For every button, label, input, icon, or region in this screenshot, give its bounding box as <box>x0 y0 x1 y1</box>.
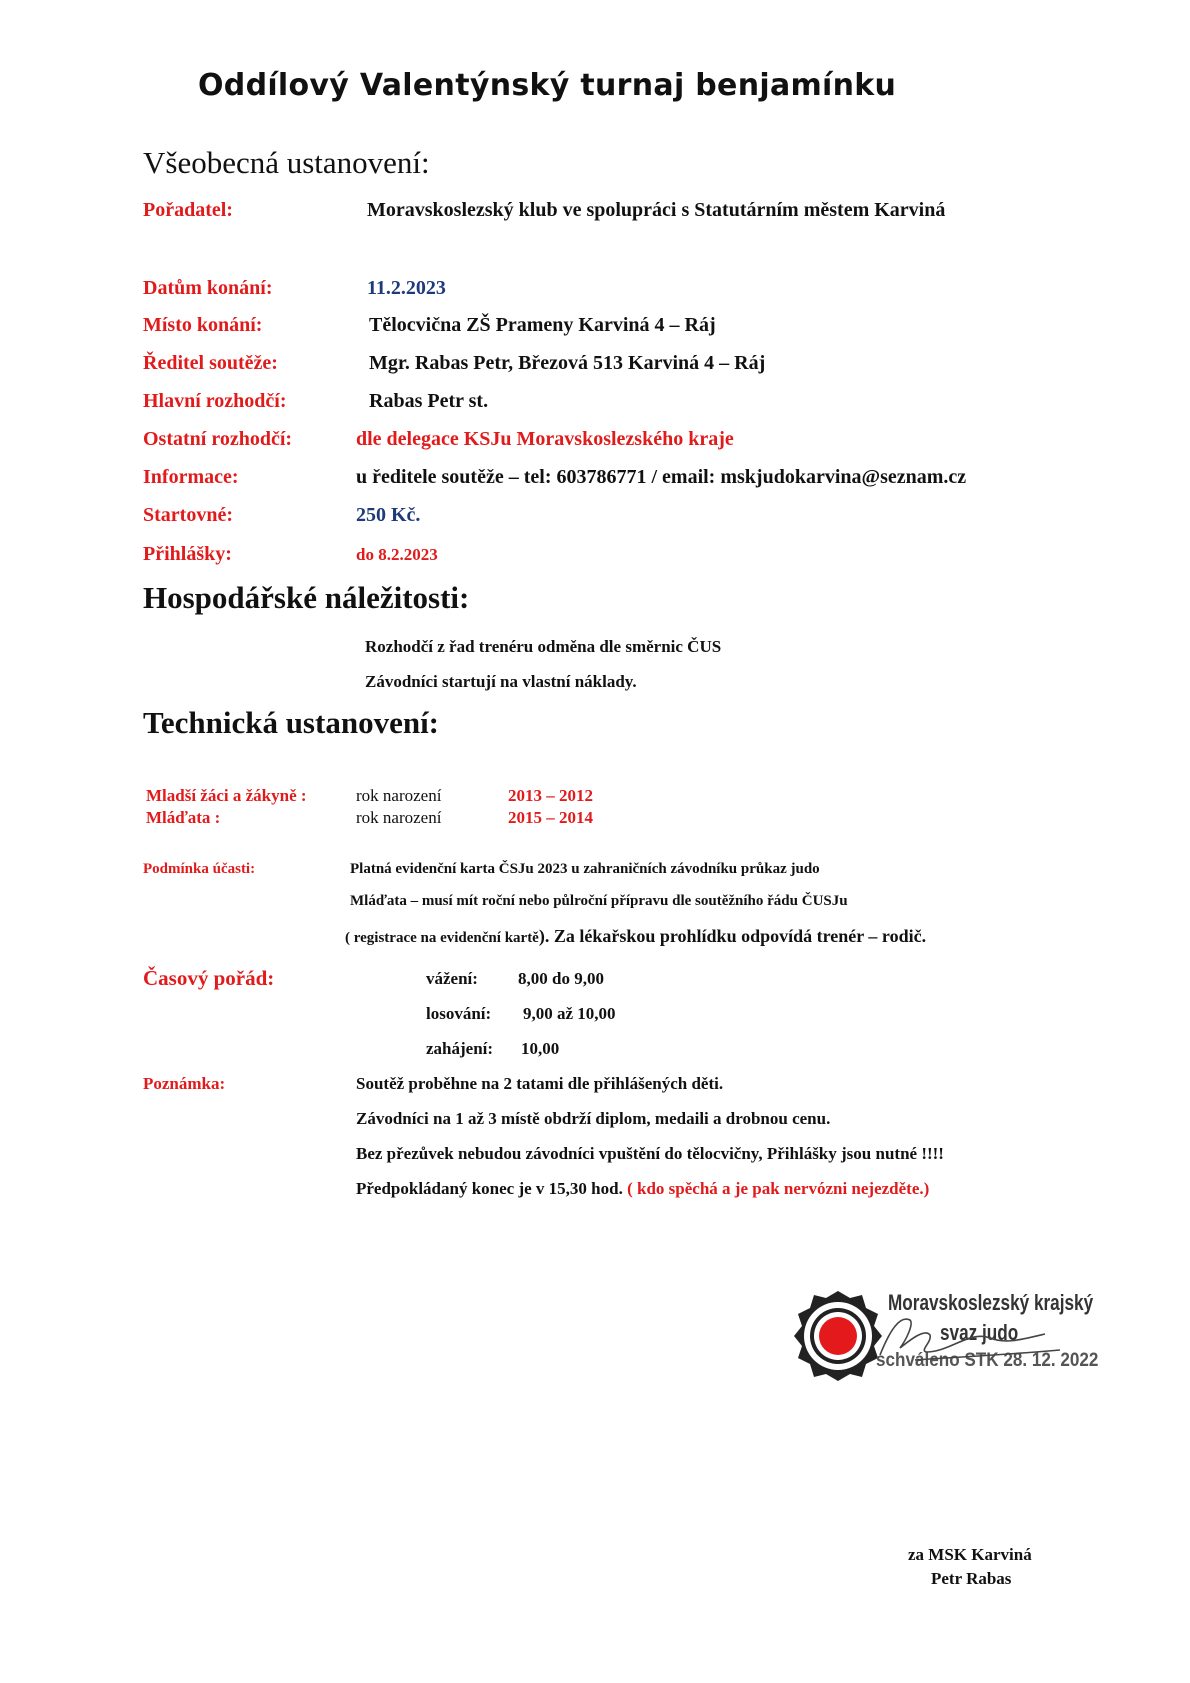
note-line-4b: ( kdo spěchá a je pak nervózni nejezděte.) <box>622 1179 930 1198</box>
info-value: u ředitele soutěže – tel: 603786771 / email: mskjudokarvina@seznam.cz <box>356 466 967 488</box>
category-older-years: 2013 – 2012 <box>508 786 593 805</box>
schedule-draw-value: 9,00 až 10,00 <box>523 1004 616 1023</box>
stamp-line-1: Moravskoslezský krajský <box>888 1290 1094 1315</box>
director-value: Mgr. Rabas Petr, Březová 513 Karviná 4 – Ráj <box>369 352 766 374</box>
place-value: Tělocvična ZŠ Prameny Karviná 4 – Ráj <box>369 314 716 336</box>
note-line-1: Soutěž proběhne na 2 tatami dle přihlášených děti. <box>356 1074 724 1093</box>
chief-referee-label: Hlavní rozhodčí: <box>143 390 287 412</box>
document-title: Oddílový Valentýnský turnaj benjamínku <box>198 68 897 103</box>
association-stamp <box>790 1286 1099 1386</box>
organizer-value: Moravskoslezský klub ve spolupráci s Statutárním městem Karviná <box>367 199 946 221</box>
schedule-weighing-label: vážení: <box>426 969 478 988</box>
note-label: Poznámka: <box>143 1074 226 1093</box>
condition-label: Podmínka účasti: <box>143 861 256 877</box>
applications-value: do 8.2.2023 <box>356 545 438 564</box>
info-label: Informace: <box>143 466 239 488</box>
schedule-opening-label: zahájení: <box>426 1039 494 1058</box>
economic-line-1: Rozhodčí z řad trenéru odměna dle směrnic ČUS <box>365 637 722 656</box>
handwritten-signature <box>870 1300 1070 1370</box>
signature-line-1: za MSK Karviná <box>908 1545 1032 1564</box>
category-younger-years: 2015 – 2014 <box>508 808 593 827</box>
schedule-label: Časový pořád: <box>143 966 275 990</box>
economic-line-2: Závodníci startují na vlastní náklady. <box>365 672 637 691</box>
date-value: 11.2.2023 <box>367 277 446 299</box>
date-label: Datům konání: <box>143 277 273 299</box>
signature-line-2: Petr Rabas <box>931 1569 1012 1588</box>
note-line-3: Bez přezůvek nebudou závodníci vpuštění do tělocvičny, Přihlášky jsou nutné !!!! <box>356 1144 944 1163</box>
organizer-label: Pořadatel: <box>143 199 233 221</box>
condition-line-3 <box>345 925 926 948</box>
note-line-4a: Předpokládaný konec je v 15,30 hod. <box>356 1179 623 1198</box>
category-older-label: Mladší žáci a žákyně : <box>146 786 307 805</box>
schedule-draw-label: losování: <box>426 1004 492 1023</box>
note-line-4 <box>356 1179 929 1199</box>
condition-line-3a: ( registrace na evidenční kartě <box>345 930 539 946</box>
schedule-weighing-value: 8,00 do 9,00 <box>518 969 604 988</box>
director-label: Ředitel soutěže: <box>143 352 278 374</box>
section-technical-heading: Technická ustanovení: <box>143 705 439 740</box>
applications-label: Přihlášky: <box>143 543 232 565</box>
fee-value: 250 Kč. <box>356 504 421 526</box>
fee-label: Startovné: <box>143 504 233 526</box>
place-label: Místo konání: <box>143 314 263 336</box>
condition-line-2: Mláďata – musí mít roční nebo půlroční přípravu dle soutěžního řádu ČUSJu <box>350 893 848 909</box>
category-older-born: rok narození <box>356 786 442 805</box>
condition-line-1: Platná evidenční karta ČSJu 2023 u zahraničních závodníku průkaz judo <box>350 861 820 877</box>
other-referees-value: dle delegace KSJu Moravskoslezského kraje <box>356 428 734 450</box>
section-economic-heading: Hospodářské náležitosti: <box>143 580 470 615</box>
schedule-opening-value: 10,00 <box>521 1039 560 1058</box>
category-younger-born: rok narození <box>356 808 442 827</box>
note-line-2: Závodníci na 1 až 3 místě obdrží diplom, medaili a drobnou cenu. <box>356 1109 831 1128</box>
other-referees-label: Ostatní rozhodčí: <box>143 428 293 450</box>
condition-line-3b: ). Za lékařskou prohlídku odpovídá trenér – rodič. <box>538 926 927 946</box>
chief-referee-value: Rabas Petr st. <box>369 390 489 412</box>
category-younger-label: Mláďata : <box>146 808 221 827</box>
stamp-line-3: schváleno STK 28. 12. 2022 <box>876 1350 1099 1371</box>
section-general-heading: Všeobecná ustanovení: <box>143 145 430 180</box>
stamp-line-2: svaz judo <box>940 1320 1019 1345</box>
